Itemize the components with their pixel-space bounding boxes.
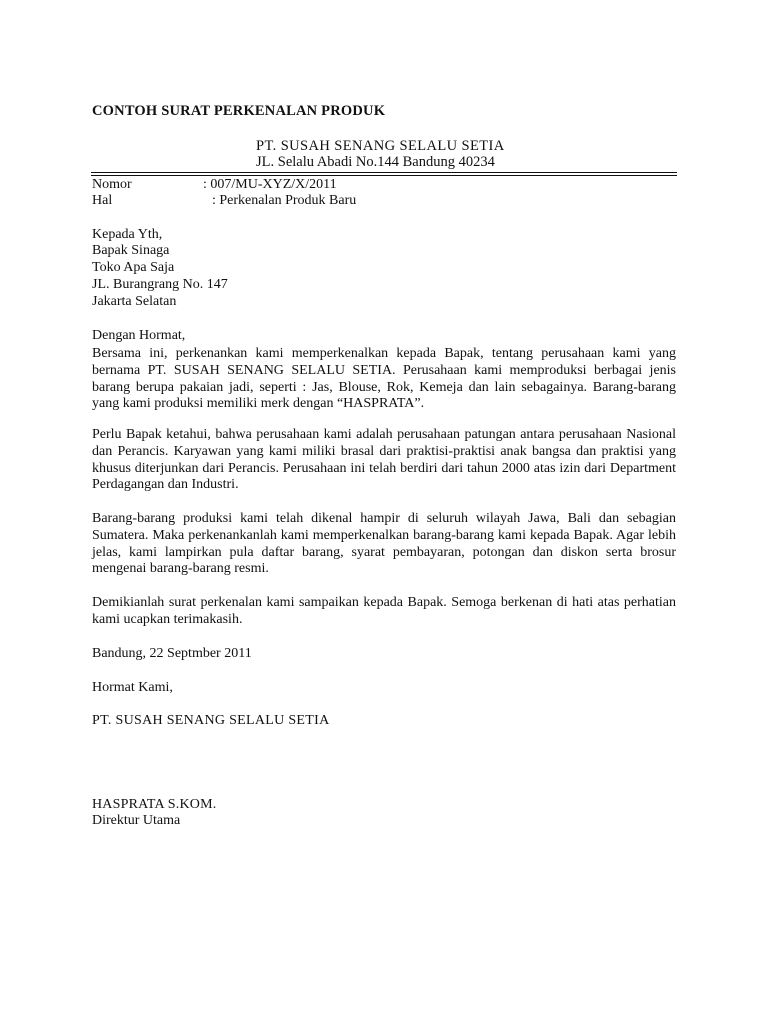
recipient-company: Toko Apa Saja [92, 260, 175, 275]
greeting: Dengan Hormat, [92, 328, 186, 343]
meta-hal-label: Hal [92, 193, 113, 208]
body-paragraph: Perlu Bapak ketahui, bahwa perusahaan kami adalah perusahaan patungan antara perusahaan Nasional dan Perancis. Karyawan yang kami miliki brasal dari praktisi-praktisi anak bangsa dan praktisi yang khusus diterjunkan dari Perancis. Perusahaan ini telah berdiri dari tahun 2000 atas izin dari Department Perdagangan dan Industri. [92, 427, 676, 493]
recipient-street: JL. Burangrang No. 147 [92, 277, 228, 292]
letterhead-divider-bottom [91, 175, 677, 176]
recipient-salutation: Kepada Yth, [92, 227, 163, 242]
meta-nomor-label: Nomor [92, 177, 132, 192]
letterhead-divider-top [91, 172, 677, 173]
closing-regards: Hormat Kami, [92, 680, 173, 695]
letterhead-company: PT. SUSAH SENANG SELALU SETIA [256, 138, 505, 154]
place-date: Bandung, 22 Septmber 2011 [92, 646, 252, 661]
body-paragraph: Demikianlah surat perkenalan kami sampaikan kepada Bapak. Semoga berkenan di hati atas perhatian kami ucapkan terimakasih. [92, 595, 676, 627]
body-paragraph: Bersama ini, perkenankan kami memperkenalkan kepada Bapak, tentang perusahaan kami yang bernama PT. SUSAH SENANG SELALU SETIA. Perusahaan kami memproduksi berbagai jenis barang berupa pakaian jadi, seperti : Jas, Blouse, Rok, Kemeja dan lain sebagainya. Barang-barang yang kami produksi memiliki merk dengan “HASPRATA”. [92, 346, 676, 412]
recipient-name: Bapak Sinaga [92, 243, 170, 258]
body-paragraph: Barang-barang produksi kami telah dikenal hampir di seluruh wilayah Jawa, Bali dan sebagian Sumatera. Maka perkenankanlah kami memperkenalkan barang-barang kami kepada Bapak. Agar lebih jelas, kami lampirkan pula daftar barang, syarat pembayaran, potongan dan diskon serta brosur mengenai barang-barang resmi. [92, 511, 676, 577]
signer-title: Direktur Utama [92, 813, 181, 828]
document-title: CONTOH SURAT PERKENALAN PRODUK [92, 103, 386, 119]
letterhead-address: JL. Selalu Abadi No.144 Bandung 40234 [256, 154, 495, 170]
meta-nomor-value: : 007/MU-XYZ/X/2011 [203, 177, 337, 192]
meta-hal-value: : Perkenalan Produk Baru [212, 193, 357, 208]
signer-name: HASPRATA S.KOM. [92, 797, 217, 812]
closing-company: PT. SUSAH SENANG SELALU SETIA [92, 713, 330, 728]
recipient-city: Jakarta Selatan [92, 294, 177, 309]
